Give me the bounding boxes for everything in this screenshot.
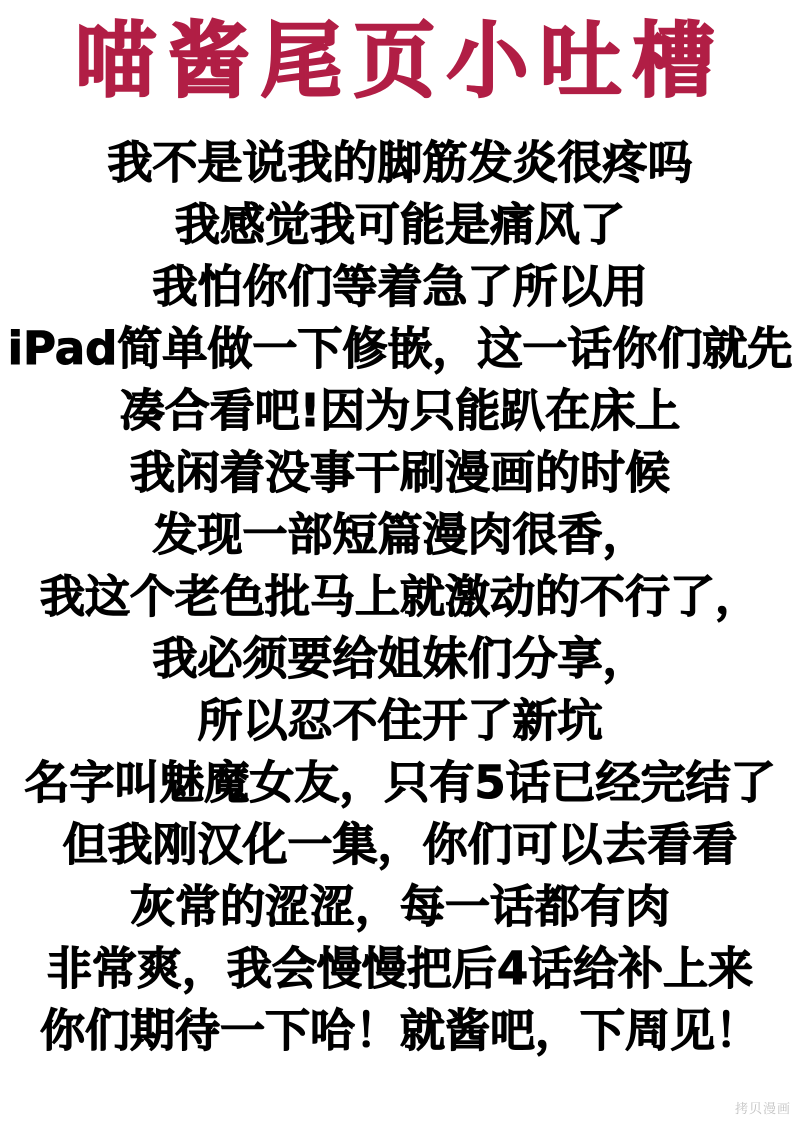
body-line: 所以忍不住开了新坑 bbox=[197, 694, 603, 747]
body-line: 我必须要给姐妹们分享， bbox=[152, 632, 648, 685]
body-line: 我闲着没事干刷漫画的时候 bbox=[129, 446, 670, 499]
body-line: 凑合看吧!因为只能趴在床上 bbox=[119, 384, 681, 437]
body-line: 我不是说我的脚筋发炎很疼吗 bbox=[107, 136, 693, 189]
body-line: 我这个老色批马上就激动的不行了， bbox=[39, 570, 760, 623]
body-line: 你们期待一下哈！就酱吧，下周见！ bbox=[39, 1004, 760, 1057]
body-line: 我怕你们等着急了所以用 bbox=[152, 260, 648, 313]
body-line: 灰常的涩涩，每一话都有肉 bbox=[129, 880, 670, 933]
note-body bbox=[0, 132, 800, 1062]
body-line: 我感觉我可能是痛风了 bbox=[174, 198, 625, 251]
body-line: 发现一部短篇漫肉很香， bbox=[152, 508, 648, 561]
page-title: 喵酱尾页小吐槽 bbox=[74, 14, 726, 109]
body-line: iPad简单做一下修嵌，这一话你们就先 bbox=[7, 322, 793, 375]
body-line: 但我刚汉化一集，你们可以去看看 bbox=[62, 818, 738, 871]
body-line: 名字叫魅魔女友，只有5话已经完结了 bbox=[24, 756, 776, 809]
site-watermark: 拷贝漫画 bbox=[734, 1102, 791, 1117]
body-line: 非常爽，我会慢慢把后4话给补上来 bbox=[46, 942, 754, 995]
